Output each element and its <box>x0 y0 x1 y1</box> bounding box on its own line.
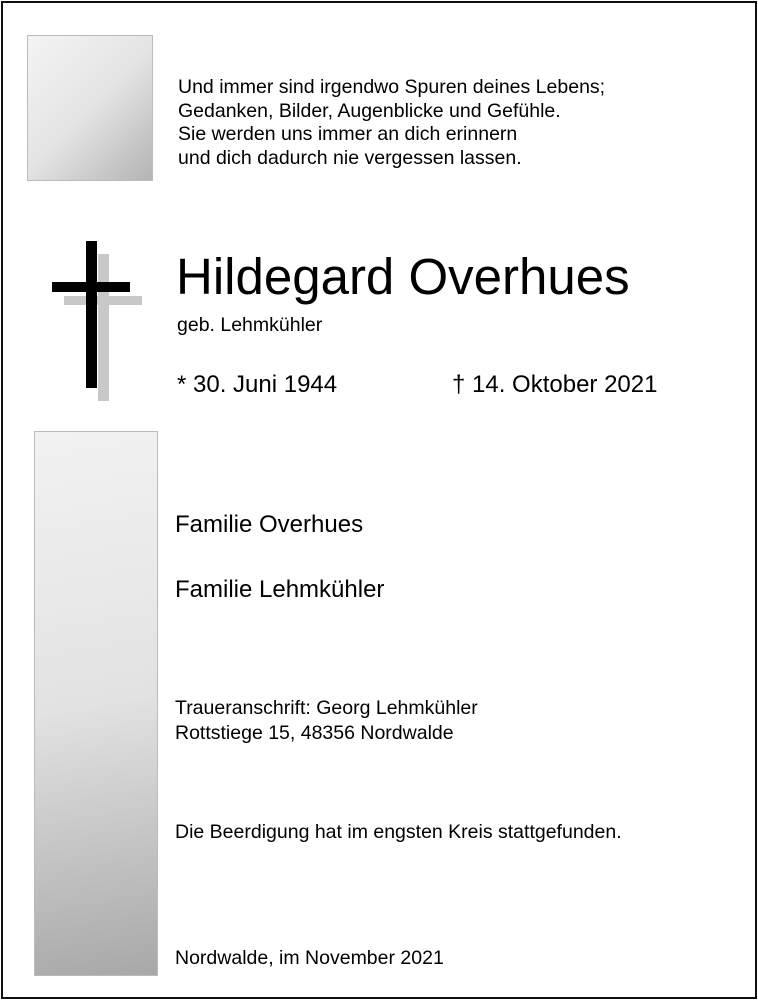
poem-line: Gedanken, Bilder, Augenblicke und Gefühle. <box>178 99 561 122</box>
address-line: Traueranschrift: Georg Lehmkühler <box>175 697 478 719</box>
poem-line: Sie werden uns immer an dich erinnern <box>178 123 518 145</box>
family-name: Familie Lehmkühler <box>175 576 385 603</box>
address-line: Rottstiege 15, 48356 Nordwalde <box>175 722 454 744</box>
family-name: Familie Overhues <box>175 511 364 538</box>
place-date: Nordwalde, im November 2021 <box>175 947 444 969</box>
poem <box>178 76 605 170</box>
birth-date: * 30. Juni 1944 <box>177 371 338 398</box>
poem-line: und dich dadurch nie vergessen lassen. <box>178 146 522 169</box>
photo-placeholder-top <box>27 35 153 181</box>
poem-line: Und immer sind irgendwo Spuren deines Lebens; <box>178 76 606 98</box>
deceased-name: Hildegard Overhues <box>176 248 630 305</box>
death-date: † 14. Oktober 2021 <box>452 371 658 398</box>
funeral-note: Die Beerdigung hat im engsten Kreis stattgefunden. <box>175 821 622 843</box>
mourning-address <box>175 696 478 746</box>
photo-placeholder-side <box>34 431 158 976</box>
maiden-name: geb. Lehmkühler <box>177 314 323 336</box>
